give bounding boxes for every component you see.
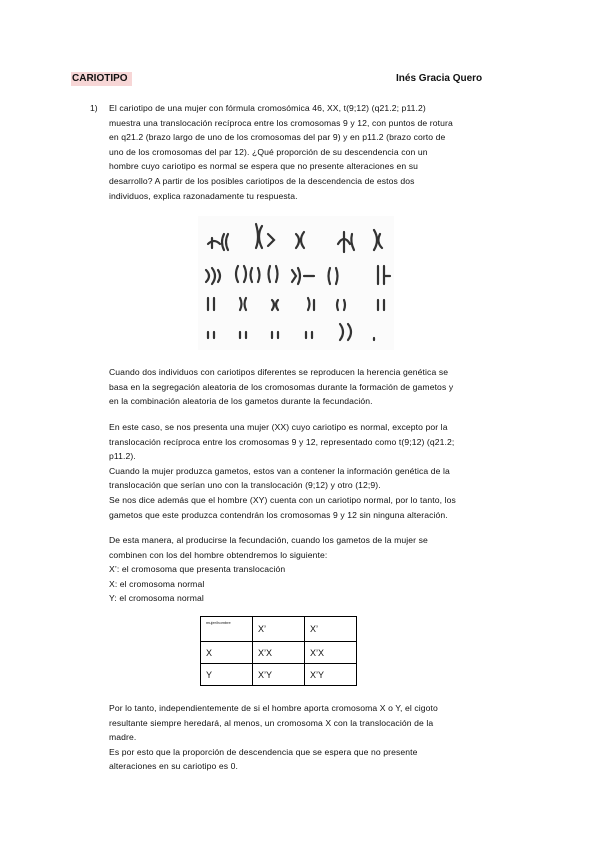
table-cell: X’Y — [305, 664, 357, 686]
answer-line: translocación que serían uno con la translocación (9;12) y otro (12;9). — [109, 480, 381, 491]
answer-line: Por lo tanto, independientemente de si el hombre aporta cromosoma X o Y, el cigoto — [109, 703, 438, 713]
legend-line: X’: el cromosoma que presenta translocación — [109, 564, 286, 575]
answer-case — [109, 420, 529, 522]
answer-intro — [109, 365, 529, 409]
answer-line: gametos que este produzca contendrán los cromosomas 9 y 12 sin ninguna alteración. — [109, 509, 448, 520]
question-line: hombre cuyo cariotipo es normal se espera que no presente alteraciones en su — [109, 161, 419, 172]
table-header-cell: X’ — [305, 617, 357, 642]
answer-fecundation — [109, 533, 529, 606]
table-header-cell: X’ — [253, 617, 305, 642]
question-text — [109, 101, 529, 203]
answer-line: Es por esto que la proporción de descendencia que se espera que no presente — [109, 746, 418, 757]
question-line: uno de los cromosomas del par 12). ¿Qué proporción de su descendencia con un — [109, 146, 428, 157]
author-name: Inés Gracia Quero — [396, 73, 483, 84]
answer-line: en la combinación aleatoria de los gametos durante la fecundación. — [109, 396, 373, 407]
answer-line: madre. — [109, 732, 137, 743]
table-row-label: Y — [201, 664, 253, 686]
answer-line: combinen con los del hombre obtendremos lo siguiente: — [109, 549, 328, 560]
answer-line: De esta manera, al producirse la fecundación, cuando los gametos de la mujer se — [109, 535, 428, 545]
table-row-label: X — [201, 642, 253, 664]
karyotype-image — [198, 216, 394, 350]
answer-line: p11.2). — [109, 451, 136, 462]
answer-line: basa en la segregación aleatoria de los cromosomas durante la formación de gametos y — [109, 381, 454, 392]
answer-line: resultante siempre heredará, al menos, un cromosoma X con la translocación de la — [109, 717, 434, 728]
table-row — [201, 642, 357, 664]
question-line: en q21.2 (brazo largo de uno de los cromosomas del par 9) y en p11.2 (brazo corto de — [109, 132, 446, 143]
answer-line: Cuando dos individuos con cariotipos diferentes se reproducen la herencia genética se — [109, 367, 449, 377]
table-row — [201, 617, 357, 642]
answer-line: Se nos dice además que el hombre (XY) cuenta con un cariotipo normal, por lo tanto, los — [109, 494, 456, 505]
question-number: 1) — [90, 103, 98, 113]
punnett-table — [200, 616, 357, 686]
document-title: CARIOTIPO — [71, 72, 132, 86]
legend-line: X: el cromosoma normal — [109, 578, 205, 589]
answer-conclusion — [109, 701, 529, 774]
table-row — [201, 664, 357, 686]
answer-line: En este caso, se nos presenta una mujer (XX) cuyo cariotipo es normal, excepto por la — [109, 422, 448, 432]
table-cell: X’X — [253, 642, 305, 664]
answer-line: alteraciones en su cariotipo es 0. — [109, 761, 239, 772]
question-line: El cariotipo de una mujer con fórmula cromosómica 46, XX, t(9;12) (q21.2; p11.2) — [109, 103, 426, 113]
table-corner-label: mujer/hombre — [201, 617, 253, 642]
question-line: desarrollo? A partir de los posibles cariotipos de la descendencia de estos dos — [109, 175, 415, 186]
question-line: individuos, explica razonadamente tu respuesta. — [109, 190, 298, 201]
answer-line: Cuando la mujer produzca gametos, estos van a contener la información genética de la — [109, 465, 450, 476]
table-cell: X’X — [305, 642, 357, 664]
answer-line: translocación recíproca entre los cromosomas 9 y 12, representado como t(9;12) (q21.2; — [109, 436, 455, 447]
question-line: muestra una translocación recíproca entre los cromosomas 9 y 12, con puntos de rotura — [109, 117, 453, 128]
table-cell: X’Y — [253, 664, 305, 686]
legend-line: Y: el cromosoma normal — [109, 593, 204, 604]
